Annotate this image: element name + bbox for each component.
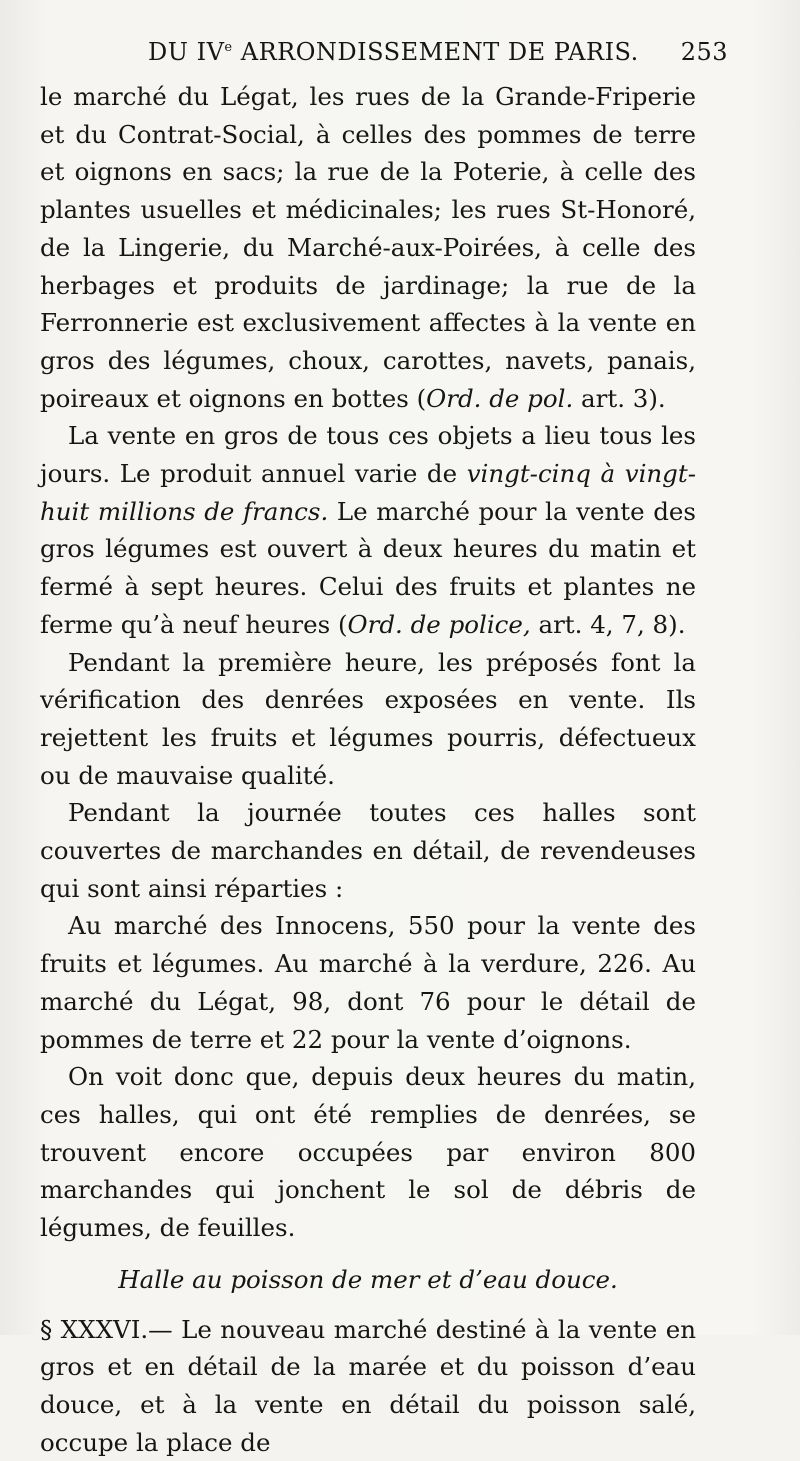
paragraph-3: Pendant la première heure, les préposés font la vérification des denrées exposées en vente. Ils rejettent les fruits et légumes pourris, défectueux ou de mauvaise qualité.	[40, 644, 696, 795]
page-number: 253	[681, 38, 728, 66]
paragraph-1: le marché du Légat, les rues de la Grande-Friperie et du Contrat-Social, à celles des pommes de terre et oignons en sacs; la rue de la Poterie, à celle des plantes usuelles et médicinales; les rues St-Honoré, de la Lingerie, du Marché-aux-Poirées, à celle des herbages et produits de jardinage; la rue de la Ferronnerie est exclusivement affectes à la vente en gros des légumes, choux, carottes, navets, panais, poireaux et oignons en bottes (Ord. de pol. art. 3).	[40, 78, 696, 417]
paragraph-7: § XXXVI.— Le nouveau marché destiné à la vente en gros et en détail de la marée et du poisson d’eau douce, et à la vente en détail du poisson salé, occupe la place de	[40, 1311, 696, 1461]
paragraph-6: On voit donc que, depuis deux heures du matin, ces halles, qui ont été remplies de denrées, se trouvent encore occupées par environ 800 marchandes qui jonchent le sol de débris de légumes, de feuilles.	[40, 1058, 696, 1247]
paragraph-5: Au marché des Innocens, 550 pour la vente des fruits et légumes. Au marché à la verdure, 226. Au marché du Légat, 98, dont 76 pour le détail de pommes de terre et 22 pour la vente d’oignons.	[40, 907, 696, 1058]
running-header	[40, 36, 728, 72]
running-title: DU IVe ARRONDISSEMENT DE PARIS.	[148, 38, 639, 66]
page-body	[40, 78, 696, 1461]
section-subheading: Halle au poisson de mer et d’eau douce.	[40, 1261, 696, 1299]
section-number: § XXXVI.	[40, 1315, 148, 1344]
paragraph-4: Pendant la journée toutes ces halles sont couvertes de marchandes en détail, de revendeuses qui sont ainsi réparties :	[40, 794, 696, 907]
paragraph-2: La vente en gros de tous ces objets a lieu tous les jours. Le produit annuel varie de vingt-cinq à vingt-huit millions de francs. Le marché pour la vente des gros légumes est ouvert à deux heures du matin et fermé à sept heures. Celui des fruits et plantes ne ferme qu’à neuf heures (Ord. de police, art. 4, 7, 8).	[40, 417, 696, 643]
